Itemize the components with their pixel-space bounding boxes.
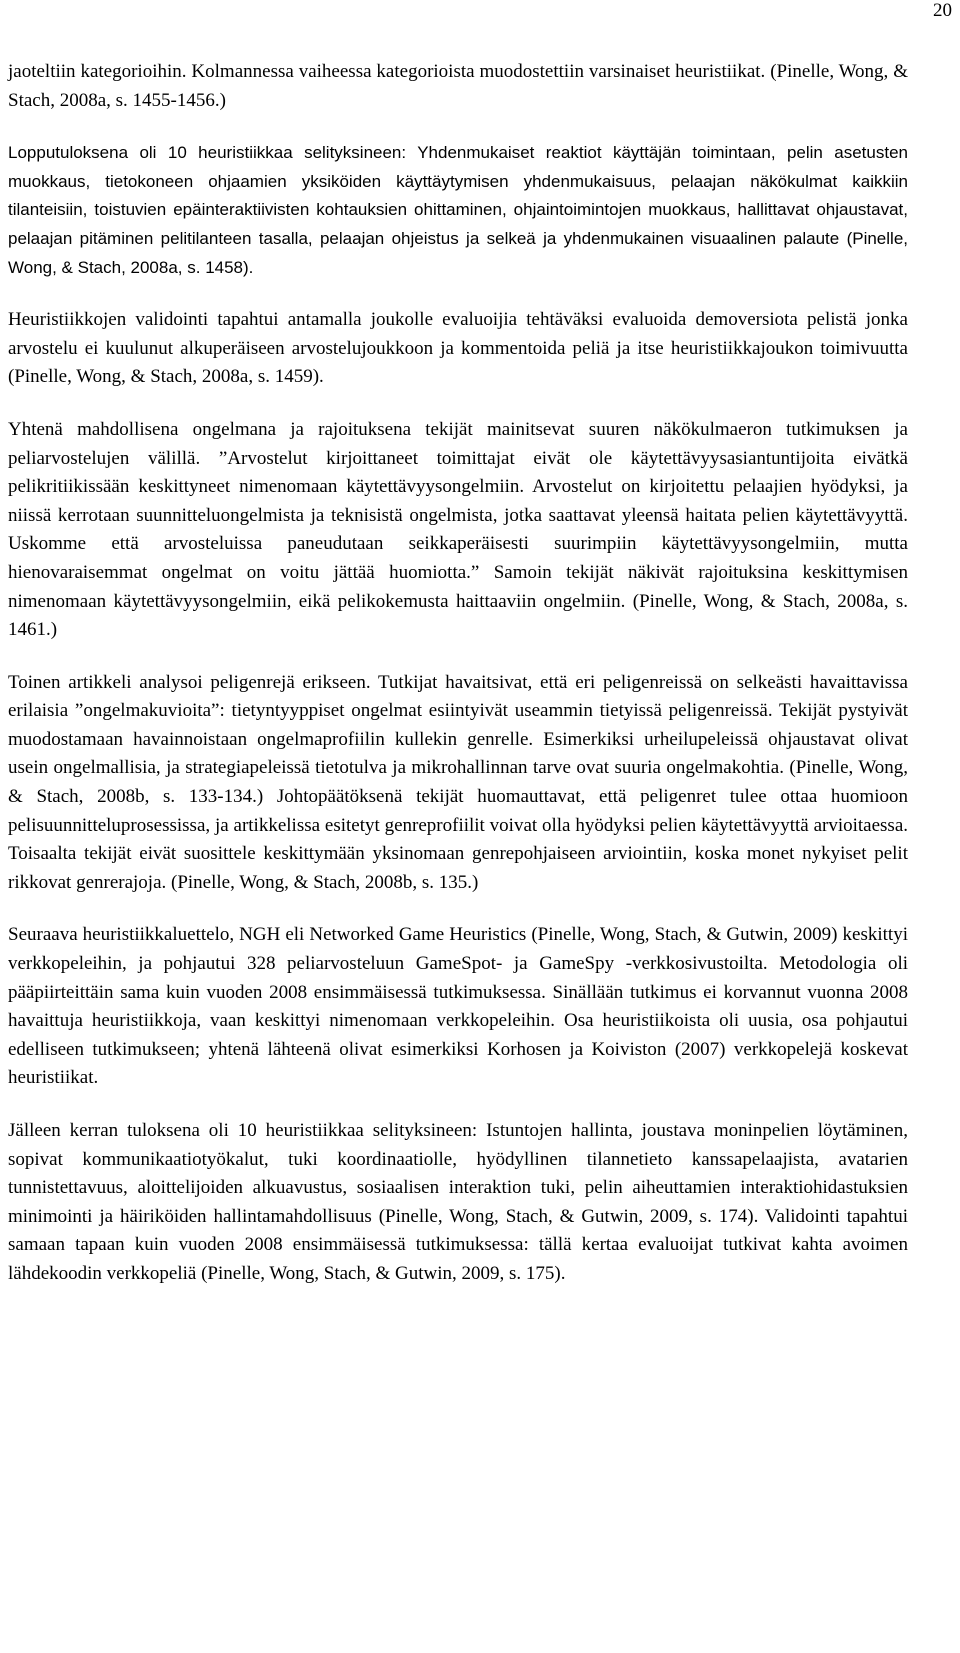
paragraph-limitations <box>8 416 908 645</box>
paragraph-text: Jälleen kerran tuloksena oli 10 heuristiikkaa selityksineen: Istuntojen hallinta, joustava moninpelien löytäminen, sopivat kommunikaatiotyökalut, tuki koordinaatiolle, hyödyllinen tilannetieto kanssapelaajista, avatarien tunnistettavuus, aloittelijoiden alkuavustus, sosiaalisen interaktion tuki, pelin aiheuttamien interaktiohidastuksien minimointi ja häiriköiden hallintamahdollisuus (Pinelle, Wong, Stach, & Gutwin, 2009, s. 174). Validointi tapahtui samaan tapaan kuin vuoden 2008 ensimmäisessä tutkimuksessa: tällä kertaa evaluoijat tutkivat kahta avoimen lähdekoodin verkkopeliä (Pinelle, Wong, Stach, & Gutwin, 2009, s. 175). <box>8 1120 908 1284</box>
paragraph-genres <box>8 669 908 898</box>
paragraph-heuristics-list <box>8 139 908 282</box>
paragraph-text: jaoteltiin kategorioihin. Kolmannessa vaiheessa kategorioista muodostettiin varsinaiset heuristiikat. (Pinelle, Wong, & Stach, 2008a, s. 1455-1456.) <box>8 61 908 111</box>
paragraph-ngh <box>8 921 908 1093</box>
page-number: 20 <box>933 0 952 21</box>
paragraph-text: Lopputuloksena oli 10 heuristiikkaa selityksineen: Yhdenmukaiset reaktiot käyttäjän toimintaan, pelin asetusten muokkaus, tietokoneen ohjaamien yksiköiden käyttäytymisen yhdenmukaisuus, pelaajan näkökulmat kaikkiin tilanteisiin, toistuvien epäinteraktiivisten kohtauksien ohittaminen, ohjaintoimintojen muokkaus, hallittavat ohjaustavat, pelaajan pitäminen pelitilanteen tasalla, pelaajan ohjeistus ja selkeä ja yhdenmukainen visuaalinen palaute (Pinelle, Wong, & Stach, 2008a, s. 1458). <box>8 143 908 277</box>
paragraph-methodology-end <box>8 58 908 115</box>
paragraph-ngh-results <box>8 1117 908 1289</box>
paragraph-text: Seuraava heuristiikkaluettelo, NGH eli Networked Game Heuristics (Pinelle, Wong, Stach, & Gutwin, 2009) keskittyi verkkopeleihin, ja pohjautui 328 peliarvosteluun GameSpot- ja GameSpy -verkkosivustoilta. Metodologia oli pääpiirteittäin sama kuin vuoden 2008 ensimmäisessä tutkimuksessa. Sinällään tutkimus ei korvannut vuonna 2008 havaittuja heuristiikkoja, vaan keskittyi nimenomaan verkkopeleihin. Osa heuristiikoista oli uusia, osa pohjautui edelliseen tutkimukseen; yhtenä lähteenä olivat esimerkiksi Korhosen ja Koiviston (2007) verkkopelejä koskevat heuristiikat. <box>8 924 908 1089</box>
paragraph-text: Heuristiikkojen validointi tapahtui antamalla joukolle evaluoijia tehtäväksi evaluoida demoversiota pelistä jonka arvostelu ei kuulunut alkuperäiseen arvostelujoukkoon ja kommentoida peliä ja itse heuristiikkajoukon toimivuutta (Pinelle, Wong, & Stach, 2008a, s. 1459). <box>8 309 908 388</box>
body-text <box>8 58 908 1289</box>
paragraph-validation <box>8 306 908 392</box>
paragraph-text: Yhtenä mahdollisena ongelmana ja rajoituksena tekijät mainitsevat suuren näkökulmaeron tutkimuksen ja peliarvostelujen välillä. ”Arvostelut kirjoittaneet toimittajat eivät ole käytettävyysasiantuntijoita eivätkä pelikritiikissään keskittyneet nimenomaan käytettävyysongelmiin. Arvostelut on kirjoitettu pelaajien hyödyksi, ja niissä kerrotaan suunnitteluongelmista ja teknisistä ongelmista, jotka saattavat yleensä haitata pelien käytettävyyttä. Uskomme että arvosteluissa paneudutaan seikkaperäisesti suurimpiin käytettävyysongelmiin, mutta hienovaraisemmat ongelmat on voitu jättää huomiotta.” Samoin tekijät näkivät rajoituksina keskittymisen nimenomaan käytettävyysongelmiin, eikä pelikokemusta haittaaviin ongelmiin. (Pinelle, Wong, & Stach, 2008a, s. 1461.) <box>8 418 908 641</box>
paragraph-text: Toinen artikkeli analysoi peligenrejä erikseen. Tutkijat havaitsivat, että eri peligenreissä on selkeästi havaittavissa erilaisia ”ongelmakuvioita”: tietyntyyppiset ongelmat esiintyivät useammin tietyissä peligenreissä. Tekijät pystyivät muodostamaan havainnoistaan ongelmaprofiilin kullekin genrelle. Esimerkiksi urheilupeleissä ohjaustavat olivat usein ongelmallisia, ja strategiapeleissä tietotulva ja mikrohallinnan tarve ovat suuria ongelmakohtia. (Pinelle, Wong, & Stach, 2008b, s. 133-134.) Johtopäätöksenä tekijät huomauttavat, että peligenret tulee ottaa huomioon pelisuunnitteluprosessissa, ja artikkelissa esitetyt genreprofiilit voivat olla hyödyksi pelien käytettävyyttä arvioitaessa. Toisaalta tekijät eivät suosittele keskittymään yksinomaan genrepohjaiseen arviointiin, koska monet nykyiset pelit rikkovat genrerajoja. (Pinelle, Wong, & Stach, 2008b, s. 135.) <box>8 671 908 893</box>
